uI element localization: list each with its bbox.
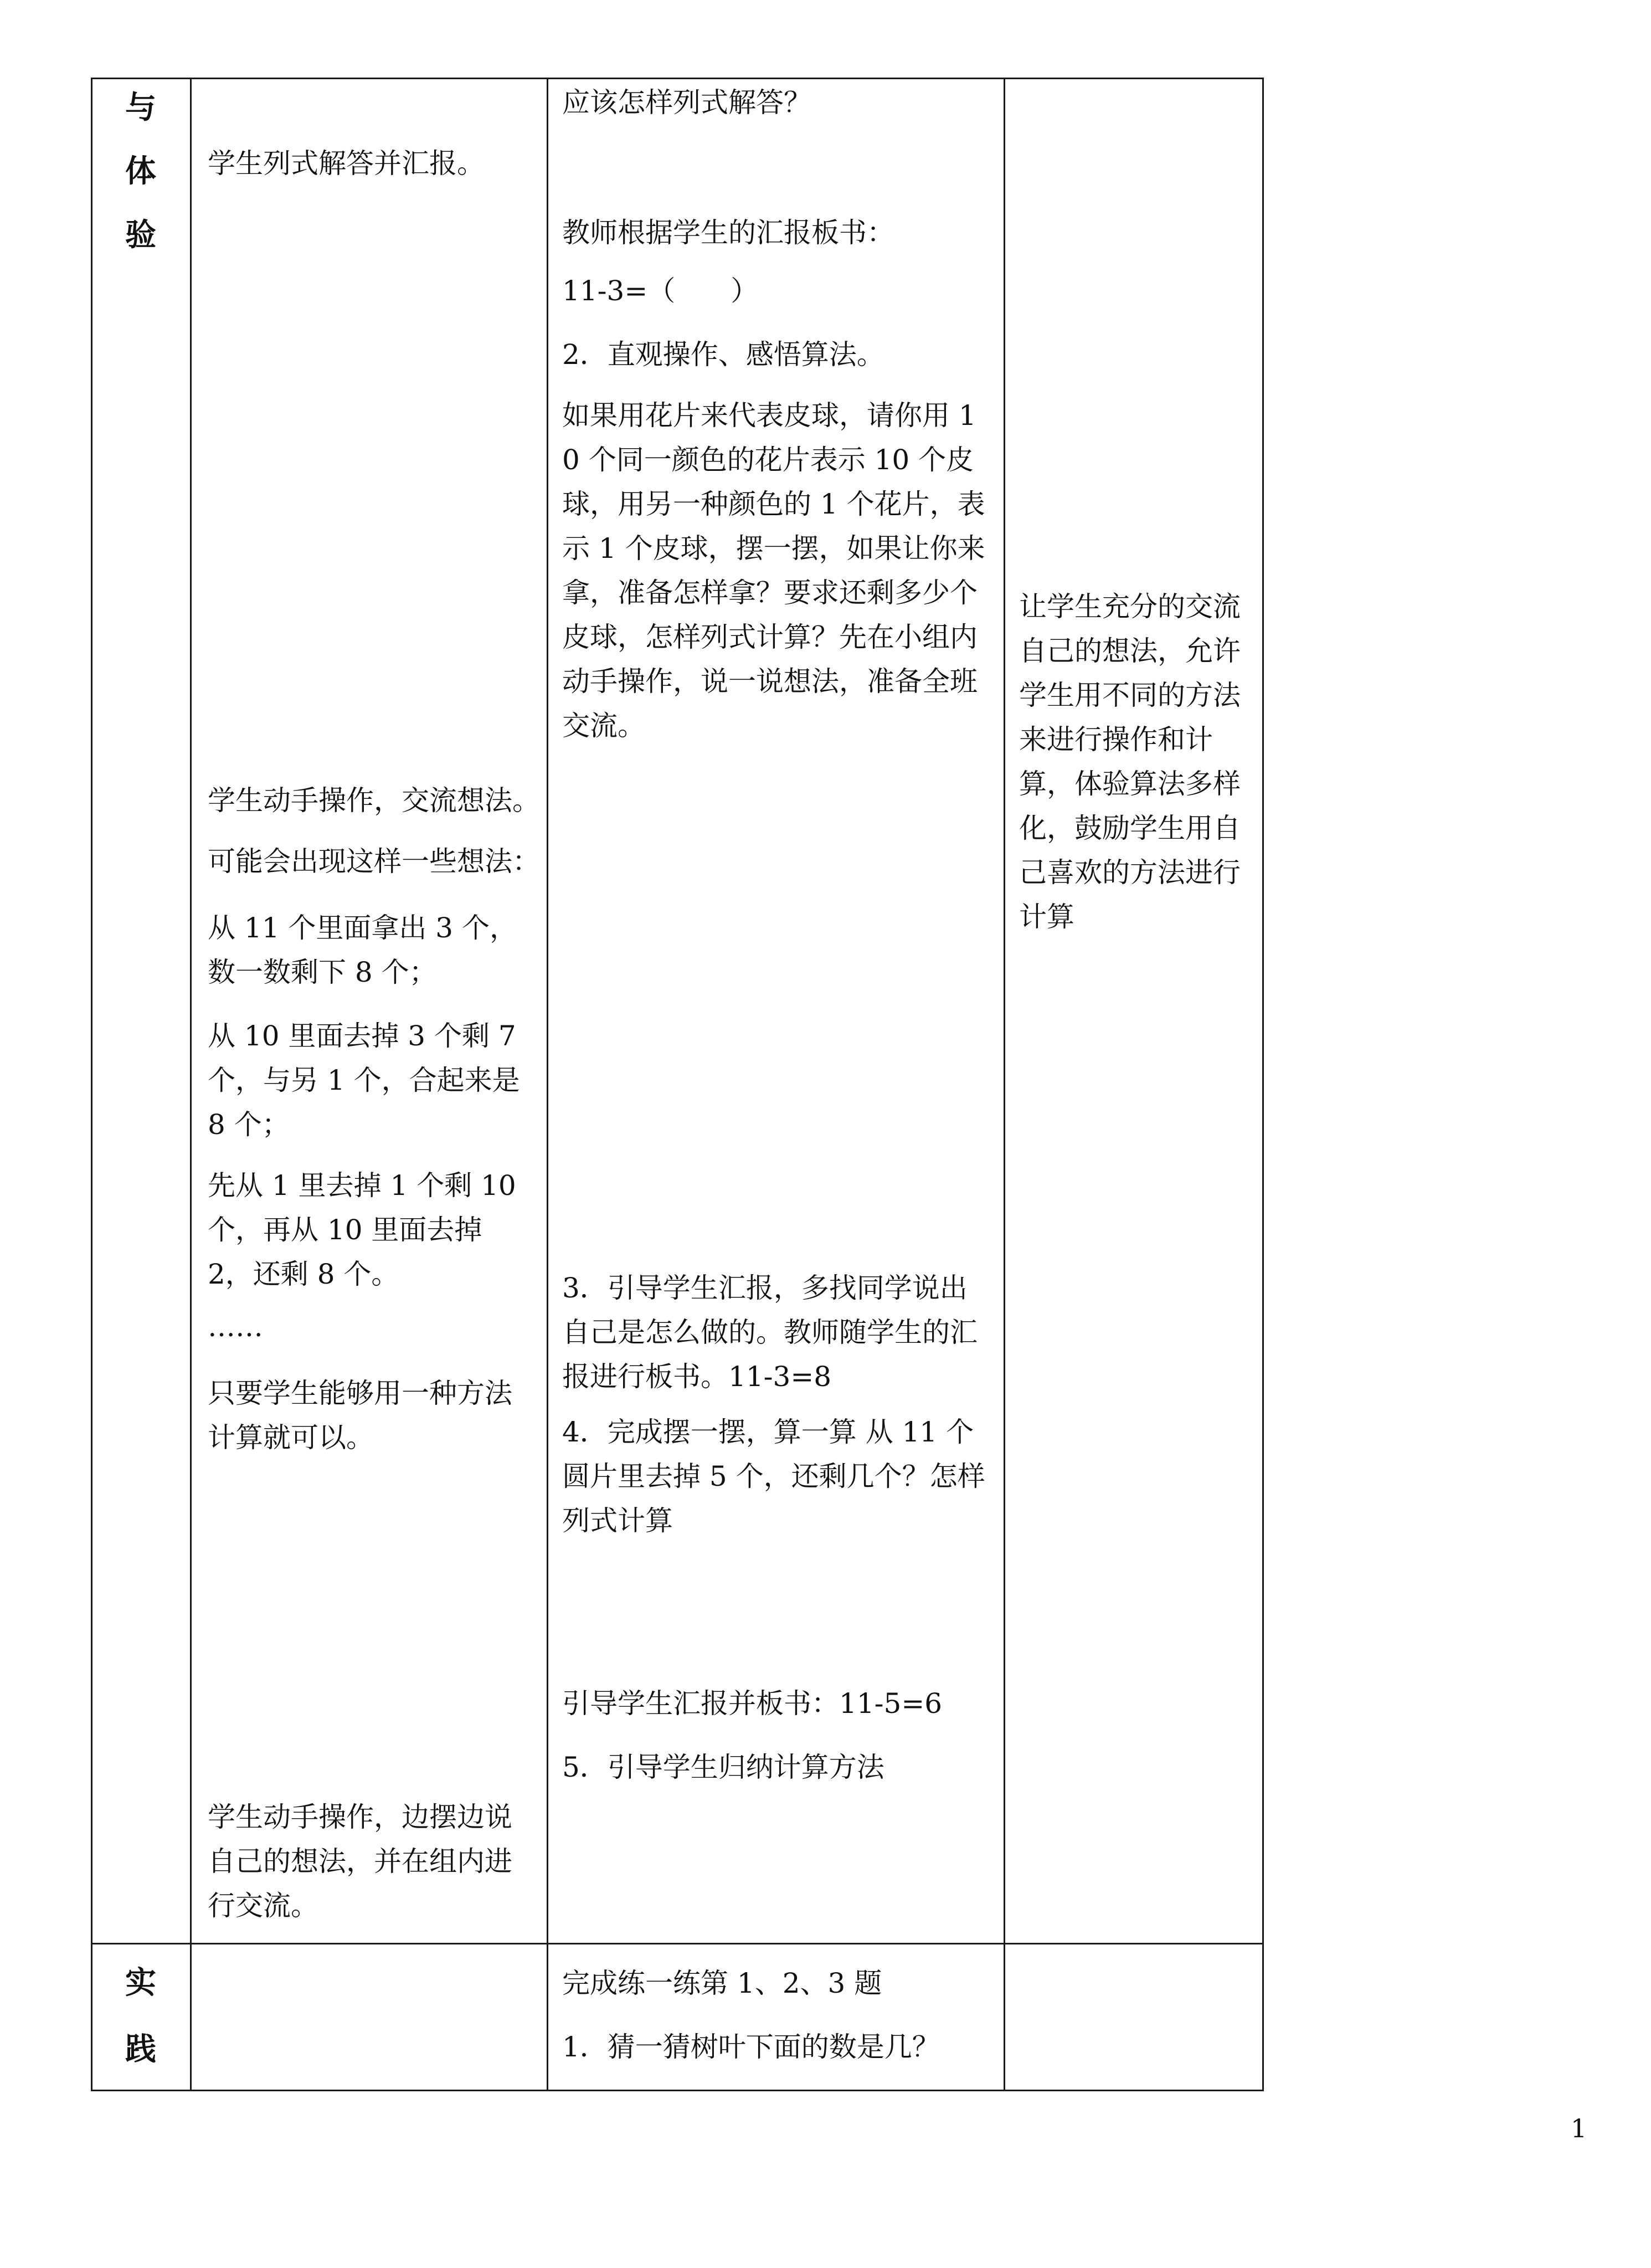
row1-label-char: 与 bbox=[125, 89, 156, 126]
teacher-paragraph: 引导学生汇报并板书：11-5=6 bbox=[562, 1687, 943, 1720]
teacher-paragraph: 如果用花片来代表皮球，请你用 10 个同一颜色的花片表示 10 个皮球，用另一种颜色的 1 个花片，表示 1 个皮球，摆一摆，如果让你来拿，准备怎样拿？要求还剩多少个皮球，怎样列式计算？先在小组内动手操作，说一说想法，准备全班交流。 bbox=[562, 399, 985, 742]
student-paragraph: 先从 1 里去掉 1 个剩 10 个，再从 10 里面去掉 2，还剩 8 个。 bbox=[208, 1169, 525, 1290]
design-intent: 让学生充分的交流自己的想法，允许学生用不同的方法来进行操作和计算，体验算法多样化，鼓励学生用自己喜欢的方法进行计算 bbox=[1019, 591, 1241, 933]
row1-label-char: 体 bbox=[125, 153, 156, 189]
student-paragraph: 从 11 个里面拿出 3 个，数一数剩下 8 个； bbox=[208, 912, 518, 988]
teacher-paragraph: 教师根据学生的汇报板书： bbox=[562, 217, 894, 249]
teacher-paragraph: 5．引导学生归纳计算方法 bbox=[562, 1751, 884, 1783]
student-paragraph: 学生动手操作，交流想法。 bbox=[208, 784, 540, 817]
teacher-paragraph: 3．引导学生汇报，多找同学说出自己是怎么做的。教师随学生的汇报进行板书。11-3=8 bbox=[562, 1272, 978, 1393]
page-number: 1 bbox=[1571, 2113, 1587, 2143]
student-paragraph: …… bbox=[208, 1311, 263, 1343]
teacher-paragraph: 完成练一练第 1、2、3 题 bbox=[562, 1967, 882, 1999]
student-paragraph: 只要学生能够用一种方法计算就可以。 bbox=[208, 1377, 512, 1454]
teacher-paragraph: 2．直观操作、感悟算法。 bbox=[562, 338, 884, 371]
teacher-paragraph: 1．猜一猜树叶下面的数是几？ bbox=[562, 2031, 940, 2063]
student-paragraph: 可能会出现这样一些想法： bbox=[208, 845, 540, 878]
student-paragraph: 学生列式解答并汇报。 bbox=[208, 147, 485, 179]
student-paragraph: 从 10 里面去掉 3 个剩 7 个，与另 1 个，合起来是 8 个； bbox=[208, 1020, 529, 1141]
teacher-paragraph: 11-3=（ ） bbox=[562, 275, 759, 307]
column-divider-student bbox=[547, 78, 548, 2091]
row-divider bbox=[91, 1943, 1264, 1944]
row2-label-char: 践 bbox=[125, 2031, 156, 2067]
column-divider-label bbox=[190, 78, 192, 2091]
row2-label-char: 实 bbox=[125, 1964, 156, 2001]
teacher-paragraph: 应该怎样列式解答？ bbox=[562, 86, 811, 119]
column-divider-teacher bbox=[1004, 78, 1005, 2091]
student-paragraph: 学生动手操作，边摆边说自己的想法，并在组内进行交流。 bbox=[208, 1801, 512, 1922]
teacher-paragraph: 4．完成摆一摆，算一算 从 11 个圆片里去掉 5 个，还剩几个？怎样列式计算 bbox=[562, 1416, 985, 1537]
row1-label-char: 验 bbox=[125, 217, 156, 253]
